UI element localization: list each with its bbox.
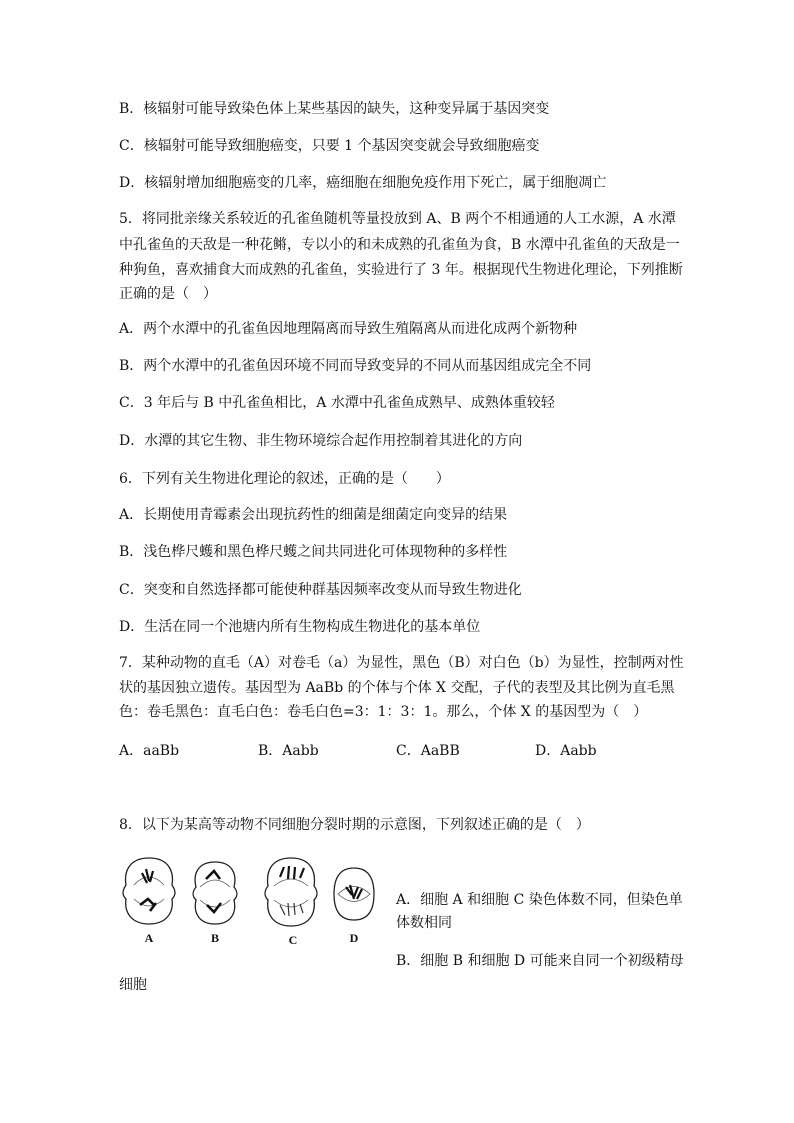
q7-option-d: D．Aabb <box>535 743 597 759</box>
q6-stem: 6．下列有关生物进化理论的叙述，正确的是（ ） <box>119 471 450 487</box>
cell-division-figure <box>118 855 388 955</box>
figure-label-d: D <box>349 931 359 945</box>
q7-stem-line: 色：卷毛黑色：直毛白色：卷毛白色=3：1：3：1。那么，个体 X 的基因型为（ ） <box>119 704 648 720</box>
cell-b-diagram <box>188 859 242 927</box>
q8-option-a-line1: A．细胞 A 和细胞 C 染色体数不同，但染色单 <box>396 892 683 908</box>
q5-option-a: A．两个水潭中的孔雀鱼因地理隔离而导致生殖隔离从而进化成两个新物种 <box>119 321 578 337</box>
cell-a-diagram <box>120 855 178 927</box>
q4-option-d: D．核辐射增加细胞癌变的几率，癌细胞在细胞免疫作用下死亡，属于细胞凋亡 <box>119 175 607 191</box>
q5-option-d: D．水潭的其它生物、非生物环境综合起作用控制着其进化的方向 <box>119 433 523 449</box>
q5-option-c: C．3 年后与 B 中孔雀鱼相比，A 水潭中孔雀鱼成熟早、成熟体重较轻 <box>119 395 555 411</box>
q6-option-d: D．生活在同一个池塘内所有生物构成生物进化的基本单位 <box>119 619 481 635</box>
q8-option-a-line2: 体数相同 <box>396 915 452 931</box>
q4-option-b: B．核辐射可能导致染色体上某些基因的缺失，这种变异属于基因突变 <box>119 101 550 117</box>
figure-label-c: C <box>288 933 298 947</box>
q7-stem-line: 状的基因独立遗传。基因型为 AaBb 的个体与个体 X 交配，子代的表型及其比例为直毛黑 <box>119 680 675 696</box>
q5-stem-line: 正确的是（ ） <box>119 286 217 302</box>
q5-option-b: B．两个水潭中的孔雀鱼因环境不同而导致变异的不同从而基因组成完全不同 <box>119 358 592 374</box>
q8-option-b-line2: 细胞 <box>119 977 147 993</box>
q6-option-a: A．长期使用青霉素会出现抗药性的细菌是细菌定向变异的结果 <box>119 507 508 523</box>
q4-option-c: C．核辐射可能导致细胞癌变，只要 1 个基因突变就会导致细胞癌变 <box>119 138 540 154</box>
q5-stem-line: 中孔雀鱼的天敌是一种花鳉，专以小的和未成熟的孔雀鱼为食，B 水潭中孔雀鱼的天敌是一 <box>119 237 680 253</box>
q7-option-b: B．Aabb <box>258 743 319 759</box>
cell-c-diagram <box>262 855 320 929</box>
q7-option-a: A．aaBb <box>119 743 180 759</box>
q7-stem-line: 7．某种动物的直毛（A）对卷毛（a）为显性，黑色（B）对白色（b）为显性，控制两对性 <box>119 655 684 671</box>
q7-options <box>119 740 679 760</box>
figure-label-b: B <box>210 931 219 945</box>
q8-stem: 8．以下为某高等动物不同细胞分裂时期的示意图，下列叙述正确的是（ ） <box>119 817 590 833</box>
q7-option-c: C．AaBB <box>396 743 460 759</box>
q5-stem-line: 5．将同批亲缘关系较近的孔雀鱼随机等量投放到 A、B 两个不相通通的人工水源，A 水潭 <box>119 211 676 227</box>
q5-stem-line: 种狗鱼，喜欢捕食大而成熟的孔雀鱼，实验进行了 3 年。根据现代生物进化理论，下列推断 <box>119 262 683 278</box>
q6-option-b: B．浅色桦尺蠖和黑色桦尺蠖之间共同进化可体现物种的多样性 <box>119 544 508 560</box>
cell-d-diagram <box>330 865 378 923</box>
figure-label-a: A <box>144 931 154 945</box>
q8-option-b-line1: B．细胞 B 和细胞 D 可能来自同一个初级精母 <box>396 953 684 969</box>
q6-option-c: C．突变和自然选择都可能使种群基因频率改变从而导致生物进化 <box>119 582 522 598</box>
